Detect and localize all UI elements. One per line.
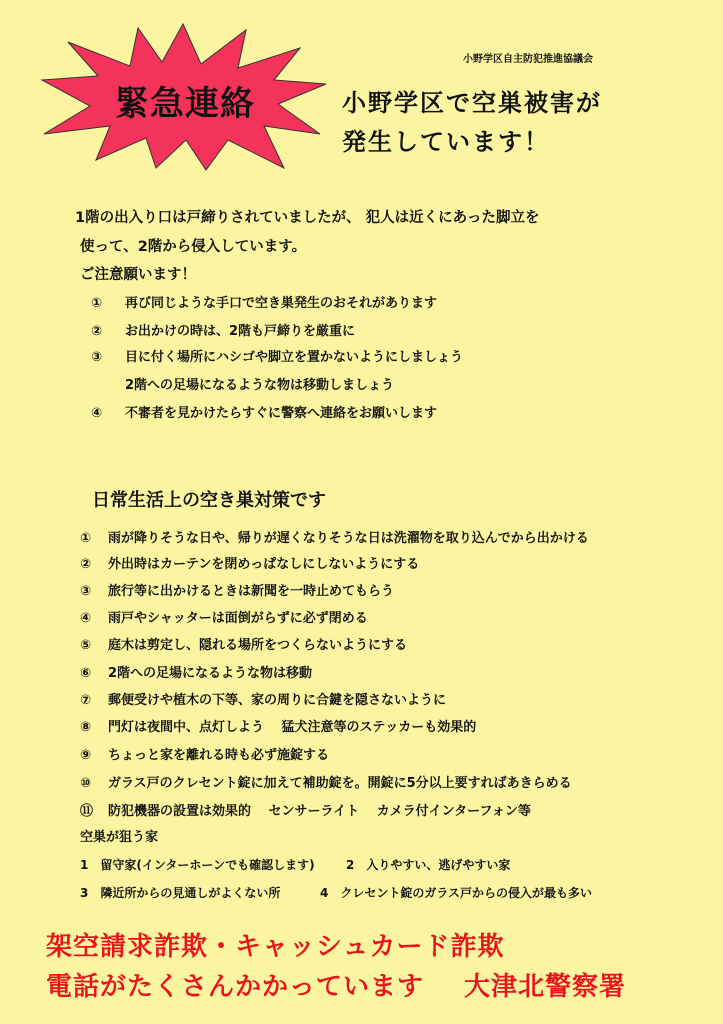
intro-line-2: 使って、2階から侵入しています。 — [80, 239, 307, 255]
footer-warning-text: 電話がたくさんかかっています — [46, 972, 425, 1002]
footer-warning-line-2 — [46, 966, 626, 1003]
measure-item — [80, 607, 368, 626]
measure-number: ① — [80, 531, 92, 546]
measure-text: 庭木は剪定し、隠れる場所をつくらないようにする — [108, 638, 408, 653]
measure-number: ⑧ — [80, 720, 92, 735]
measure-item — [80, 580, 394, 599]
measure-number: ④ — [80, 611, 92, 626]
measure-text: ちょっと家を離れる時も必ず施錠する — [108, 748, 330, 763]
police-station-name: 大津北警察署 — [464, 972, 627, 1002]
warning-item — [91, 320, 355, 339]
warning-number: ② — [91, 324, 103, 339]
measure-item — [80, 772, 572, 791]
target-item: 2 入りやすい、逃げやすい家 — [346, 858, 511, 872]
headline-line-2: 発生しています！ — [342, 128, 550, 156]
measure-text: 雨が降りそうな日や、帰りが遅くなりそうな日は洗濯物を取り込んでから出かける — [108, 531, 589, 546]
targets-title: 空巣が狙う家 — [80, 830, 159, 845]
measure-item — [80, 716, 476, 735]
measure-item — [80, 800, 531, 819]
measure-number: ⑩ — [80, 776, 92, 791]
warning-text: お出かけの時は、2階も戸締りを厳重に — [125, 324, 356, 339]
measure-text: 旅行等に出かけるときは新聞を一時止めてもらう — [108, 584, 395, 599]
warning-number: ① — [91, 296, 103, 311]
warning-text: 不審者を見かけたらすぐに警察へ連絡をお願いします — [125, 406, 438, 421]
warning-text: 再び同じような手口で空き巣発生のおそれがあります — [125, 296, 438, 311]
measure-text: ガラス戸のクレセント錠に加えて補助錠を。開錠に5分以上要すればあきらめる — [108, 776, 572, 791]
measure-number: ⑤ — [80, 638, 92, 653]
measure-item — [80, 689, 446, 708]
intro-line-1: 1階の出入り口は戸締りされていましたが、 犯人は近くにあった脚立を — [75, 210, 540, 226]
measure-number: ⑦ — [80, 693, 92, 708]
measures-title: 日常生活上の空き巣対策です — [92, 490, 326, 511]
measure-text: 外出時はカーテンを閉めっぱなしにしないようにする — [108, 557, 420, 572]
measure-item — [80, 527, 589, 546]
measure-item — [80, 634, 407, 653]
measure-item — [80, 744, 329, 763]
organization-name: 小野学区自主防犯推進協議会 — [463, 54, 593, 65]
measure-text: 郵便受けや植木の下等、家の周りに合鍵を隠さないように — [108, 693, 447, 708]
warning-item — [91, 402, 437, 421]
measure-item — [80, 553, 419, 572]
footer-warning-line-1: 架空請求詐欺・キャッシュカード詐欺 — [46, 932, 505, 962]
measure-number: ⑥ — [80, 666, 92, 681]
target-item: 1 留守家(インターホーンでも確認します) — [80, 858, 315, 872]
target-item: 4 クレセント錠のガラス戸からの侵入が最も多い — [320, 886, 592, 900]
measure-text: 門灯は夜間中、点灯しよう 猛犬注意等のステッカーも効果的 — [108, 720, 477, 735]
measure-text: 防犯機器の設置は効果的 センサーライト カメラ付インターフォン等 — [108, 804, 531, 819]
measure-number: ⑨ — [80, 748, 92, 763]
warning-number: ④ — [91, 406, 103, 421]
warning-text: 2階への足場になるような物は移動しましょう — [125, 378, 395, 393]
measure-number: ⑪ — [80, 804, 94, 819]
badge-label: 緊急連絡 — [115, 84, 255, 124]
measure-text: 2階への足場になるような物は移動 — [108, 666, 313, 681]
intro-line-3: ご注意願います！ — [80, 267, 196, 283]
warning-text: 目に付く場所にハシゴや脚立を置かないようにしましょう — [125, 350, 464, 365]
warning-number: ③ — [91, 350, 103, 365]
headline-line-1: 小野学区で空巣被害が — [342, 89, 602, 117]
target-item: 3 隣近所からの見通しがよくない所 — [80, 886, 281, 900]
warning-item-continued — [125, 374, 394, 393]
measure-number: ② — [80, 557, 92, 572]
measure-number: ③ — [80, 584, 92, 599]
measure-text: 雨戸やシャッターは面倒がらずに必ず閉める — [108, 611, 368, 626]
warning-item — [91, 292, 437, 311]
warning-item — [91, 346, 463, 365]
measure-item — [80, 662, 312, 681]
